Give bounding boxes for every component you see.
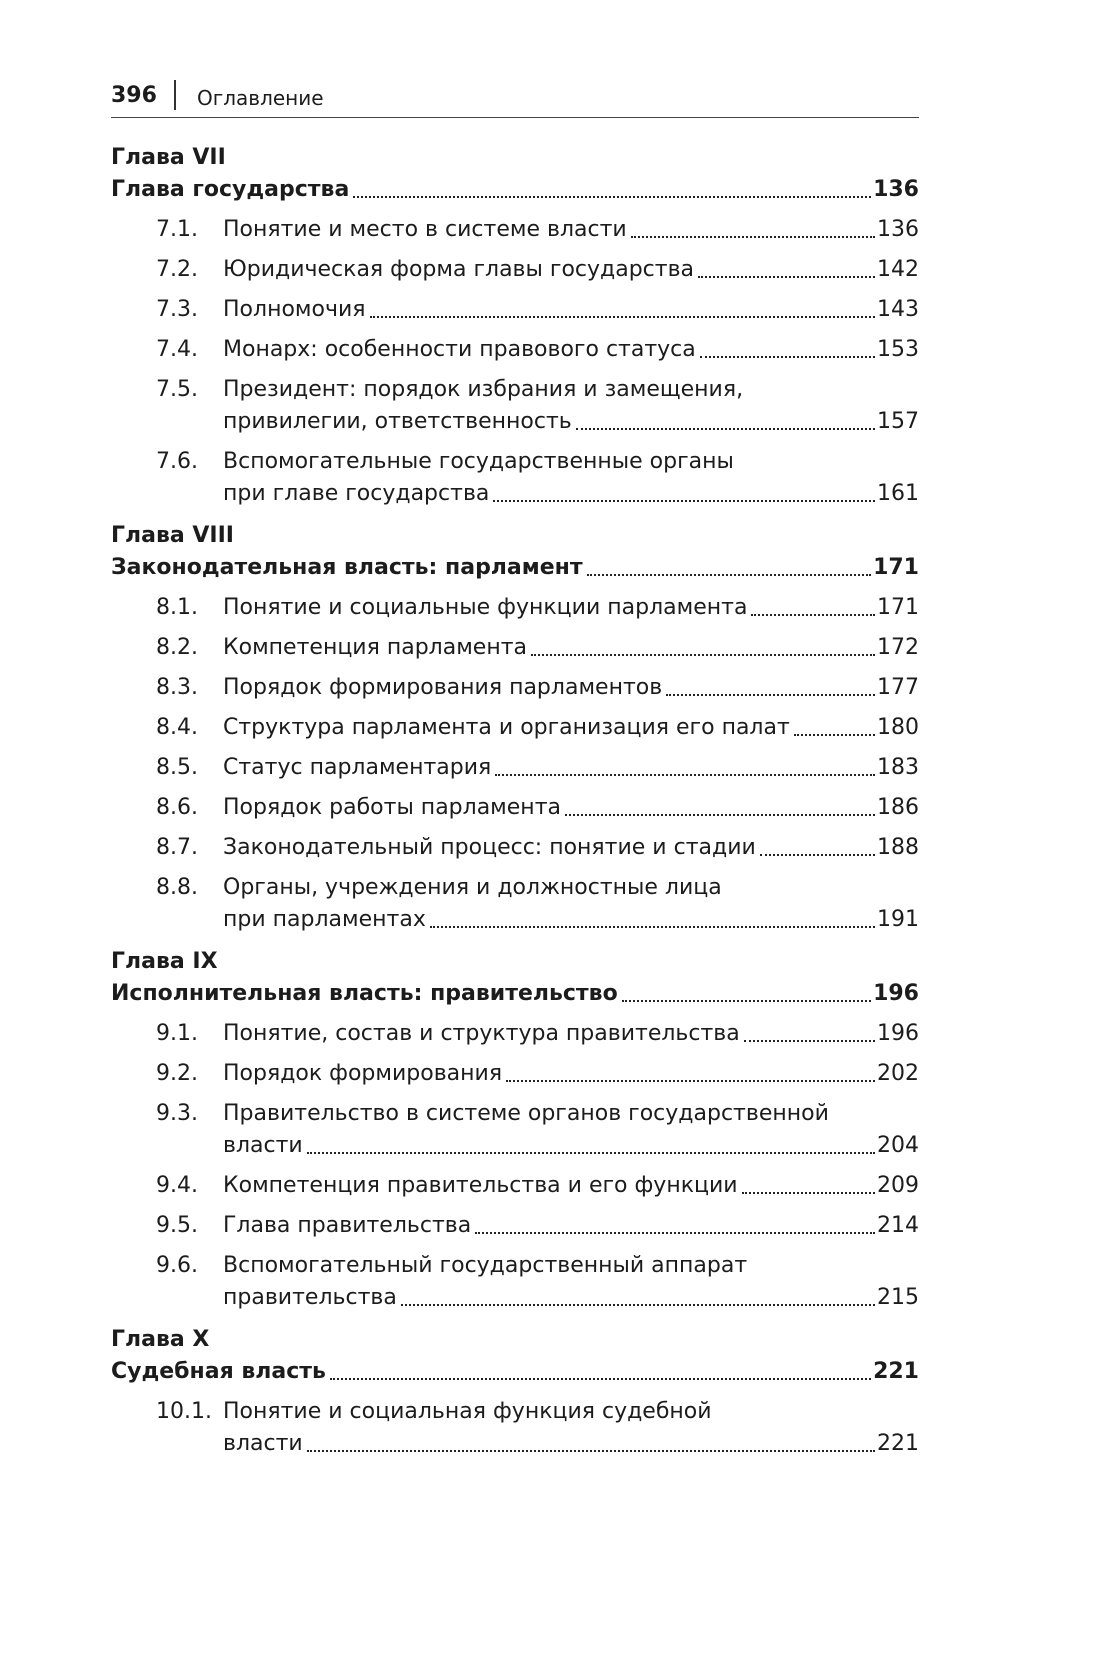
section-title-row — [223, 712, 919, 744]
section-body — [223, 1210, 919, 1242]
toc-entry — [111, 1210, 919, 1242]
chapter-page-number: 196 — [873, 981, 919, 1006]
section-title: власти — [223, 1431, 303, 1456]
section-title-line: Вспомогательные государственные органы — [223, 449, 734, 474]
section-page-number: 172 — [877, 635, 919, 660]
section-title-row — [223, 334, 919, 366]
section-number: 9.2. — [156, 1061, 198, 1086]
chapter-label: Глава VII — [111, 145, 226, 170]
section-title-row — [223, 792, 919, 824]
toc-entry — [111, 214, 919, 246]
section-number: 9.3. — [156, 1101, 198, 1126]
section-number: 7.1. — [156, 217, 198, 242]
section-title-line: Правительство в системе органов государственной — [223, 1101, 829, 1126]
section-number: 8.6. — [156, 795, 198, 820]
section-body — [223, 1058, 919, 1090]
dot-leader — [353, 196, 871, 198]
toc-entry — [111, 1250, 919, 1314]
section-title-row — [223, 254, 919, 286]
section-number: 9.6. — [156, 1253, 198, 1278]
chapter-label: Глава VIII — [111, 523, 234, 548]
section-title-row — [223, 478, 919, 510]
section-page-number: 161 — [877, 481, 919, 506]
section-title: Структура парламента и организация его палат — [223, 715, 790, 740]
section-body — [223, 1250, 919, 1314]
section-body — [223, 334, 919, 366]
section-title: Полномочия — [223, 297, 366, 322]
section-page-number: 157 — [877, 409, 919, 434]
section-number: 7.4. — [156, 337, 198, 362]
section-page-number: 177 — [877, 675, 919, 700]
section-title: Монарх: особенности правового статуса — [223, 337, 696, 362]
toc-entry — [111, 792, 919, 824]
chapter-label: Глава IX — [111, 949, 218, 974]
toc-entry — [111, 374, 919, 438]
toc-entry — [111, 1170, 919, 1202]
section-page-number: 136 — [877, 217, 919, 242]
header-divider — [174, 80, 176, 110]
section-title: Порядок работы парламента — [223, 795, 561, 820]
section-body — [223, 1396, 919, 1460]
chapter-title-row — [111, 978, 919, 1010]
dot-leader — [495, 774, 875, 776]
section-title-row — [223, 1130, 919, 1162]
toc-entry — [111, 712, 919, 744]
section-title-row — [223, 592, 919, 624]
chapter-block — [111, 520, 919, 936]
chapter-block — [111, 1324, 919, 1460]
section-title-line: Понятие и социальная функция судебной — [223, 1399, 712, 1424]
section-title: Юридическая форма главы государства — [223, 257, 695, 282]
section-page-number: 183 — [877, 755, 919, 780]
section-body — [223, 1018, 919, 1050]
section-page-number: 204 — [877, 1133, 919, 1158]
section-title: привилегии, ответственность — [223, 409, 572, 434]
section-page-number: 191 — [877, 907, 919, 932]
toc-entry — [111, 1396, 919, 1460]
section-body — [223, 254, 919, 286]
section-page-number: 221 — [877, 1431, 919, 1456]
section-body — [223, 294, 919, 326]
section-list — [111, 1396, 919, 1460]
chapter-title-row — [111, 174, 919, 206]
section-title-line: Органы, учреждения и должностные лица — [223, 875, 722, 900]
section-body — [223, 1170, 919, 1202]
page-number: 396 — [111, 83, 157, 108]
toc-entry — [111, 334, 919, 366]
chapter-block — [111, 946, 919, 1314]
toc-entry — [111, 872, 919, 936]
dot-leader — [430, 926, 875, 928]
section-title: Компетенция правительства и его функции — [223, 1173, 738, 1198]
section-title: Статус парламентария — [223, 755, 492, 780]
toc-entry — [111, 632, 919, 664]
section-title-row — [223, 672, 919, 704]
dot-leader — [565, 814, 875, 816]
section-page-number: 153 — [877, 337, 919, 362]
section-page-number: 142 — [877, 257, 919, 282]
section-body — [223, 446, 919, 510]
section-title: Порядок формирования парламентов — [223, 675, 663, 700]
dot-leader — [751, 614, 875, 616]
section-page-number: 171 — [877, 595, 919, 620]
dot-leader — [493, 500, 875, 502]
chapter-page-number: 136 — [873, 177, 919, 202]
section-body — [223, 374, 919, 438]
toc-entry — [111, 446, 919, 510]
section-list — [111, 214, 919, 510]
section-title-row — [223, 1282, 919, 1314]
chapter-label: Глава X — [111, 1327, 210, 1352]
dot-leader — [307, 1152, 875, 1154]
dot-leader — [307, 1450, 875, 1452]
section-number: 7.6. — [156, 449, 198, 474]
section-title: Порядок формирования — [223, 1061, 503, 1086]
section-title-row — [223, 904, 919, 936]
section-page-number: 143 — [877, 297, 919, 322]
section-title-line: Вспомогательный государственный аппарат — [223, 1253, 748, 1278]
dot-leader — [401, 1304, 875, 1306]
dot-leader — [698, 276, 875, 278]
chapter-title: Законодательная власть: парламент — [111, 555, 583, 580]
section-title: Глава правительства — [223, 1213, 472, 1238]
section-number: 8.5. — [156, 755, 198, 780]
section-title: при главе государства — [223, 481, 490, 506]
section-number: 8.2. — [156, 635, 198, 660]
section-number: 8.1. — [156, 595, 198, 620]
dot-leader — [700, 356, 875, 358]
dot-leader — [631, 236, 875, 238]
section-title: Компетенция парламента — [223, 635, 528, 660]
running-title: Оглавление — [197, 86, 324, 110]
section-body — [223, 792, 919, 824]
section-number: 8.3. — [156, 675, 198, 700]
section-number: 9.1. — [156, 1021, 198, 1046]
section-number: 7.5. — [156, 377, 198, 402]
dot-leader — [666, 694, 875, 696]
section-body — [223, 752, 919, 784]
dot-leader — [576, 428, 875, 430]
chapter-title: Глава государства — [111, 177, 350, 202]
section-body — [223, 1098, 919, 1162]
section-body — [223, 592, 919, 624]
section-page-number: 180 — [877, 715, 919, 740]
toc-entry — [111, 672, 919, 704]
section-page-number: 202 — [877, 1061, 919, 1086]
section-title-line: Президент: порядок избрания и замещения, — [223, 377, 744, 402]
dot-leader — [744, 1040, 875, 1042]
section-title: при парламентах — [223, 907, 426, 932]
dot-leader — [370, 316, 876, 318]
dot-leader — [531, 654, 875, 656]
dot-leader — [760, 854, 875, 856]
section-title-row — [223, 294, 919, 326]
section-number: 9.4. — [156, 1173, 198, 1198]
toc-entry — [111, 832, 919, 864]
dot-leader — [794, 734, 875, 736]
section-page-number: 209 — [877, 1173, 919, 1198]
section-title-row — [223, 1210, 919, 1242]
table-of-contents — [111, 142, 919, 1460]
section-body — [223, 214, 919, 246]
section-body — [223, 712, 919, 744]
section-title-row — [223, 1058, 919, 1090]
toc-entry — [111, 254, 919, 286]
dot-leader — [622, 1000, 871, 1002]
section-number: 10.1. — [156, 1399, 212, 1424]
chapter-page-number: 221 — [873, 1359, 919, 1384]
section-number: 9.5. — [156, 1213, 198, 1238]
toc-entry — [111, 1098, 919, 1162]
section-title-row — [223, 406, 919, 438]
dot-leader — [475, 1232, 875, 1234]
section-page-number: 188 — [877, 835, 919, 860]
section-body — [223, 832, 919, 864]
section-number: 7.2. — [156, 257, 198, 282]
chapter-page-number: 171 — [873, 555, 919, 580]
section-title-row — [223, 752, 919, 784]
section-title: правительства — [223, 1285, 397, 1310]
section-number: 8.7. — [156, 835, 198, 860]
dot-leader — [587, 574, 871, 576]
section-page-number: 196 — [877, 1021, 919, 1046]
section-number: 8.8. — [156, 875, 198, 900]
section-number: 8.4. — [156, 715, 198, 740]
chapter-block — [111, 142, 919, 510]
section-title-row — [223, 1170, 919, 1202]
chapter-title-row — [111, 1356, 919, 1388]
toc-entry — [111, 1018, 919, 1050]
section-title-row — [223, 832, 919, 864]
section-list — [111, 592, 919, 936]
toc-entry — [111, 1058, 919, 1090]
toc-entry — [111, 294, 919, 326]
page-header — [111, 80, 919, 114]
section-title: власти — [223, 1133, 303, 1158]
chapter-title-row — [111, 552, 919, 584]
dot-leader — [506, 1080, 875, 1082]
section-page-number: 215 — [877, 1285, 919, 1310]
section-title-row — [223, 1018, 919, 1050]
section-body — [223, 632, 919, 664]
chapter-title: Судебная власть — [111, 1359, 326, 1384]
section-title-row — [223, 214, 919, 246]
section-page-number: 186 — [877, 795, 919, 820]
dot-leader — [330, 1378, 871, 1380]
section-title-row — [223, 632, 919, 664]
section-body — [223, 872, 919, 936]
header-rule — [111, 117, 919, 118]
section-number: 7.3. — [156, 297, 198, 322]
section-list — [111, 1018, 919, 1314]
section-title: Понятие, состав и структура правительства — [223, 1021, 740, 1046]
chapter-title: Исполнительная власть: правительство — [111, 981, 618, 1006]
dot-leader — [742, 1192, 875, 1194]
section-title-row — [223, 1428, 919, 1460]
toc-entry — [111, 592, 919, 624]
section-title: Понятие и место в системе власти — [223, 217, 627, 242]
section-page-number: 214 — [877, 1213, 919, 1238]
toc-entry — [111, 752, 919, 784]
section-title: Законодательный процесс: понятие и стадии — [223, 835, 756, 860]
section-body — [223, 672, 919, 704]
section-title: Понятие и социальные функции парламента — [223, 595, 748, 620]
